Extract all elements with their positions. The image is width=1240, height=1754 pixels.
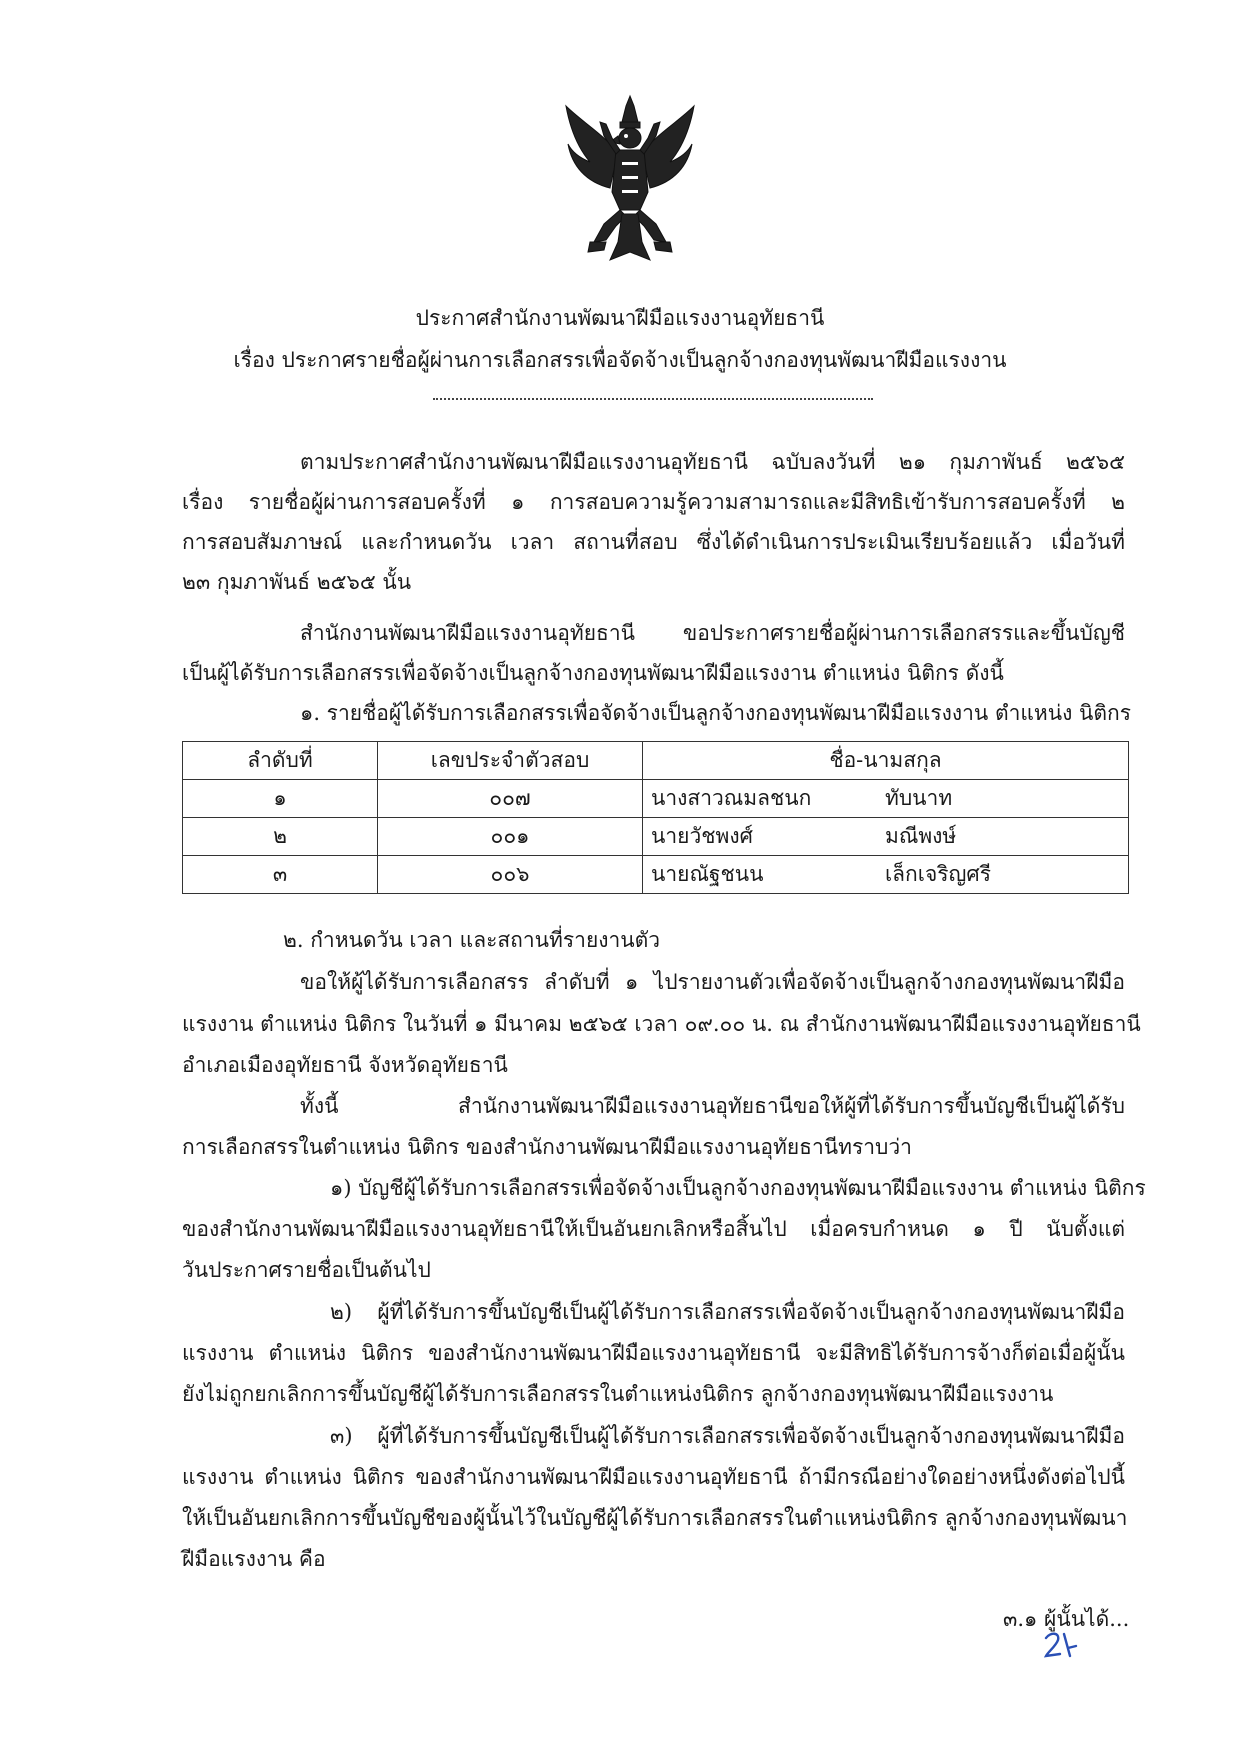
item1-line2: ของสำนักงานพัฒนาฝีมือแรงงานอุทัยธานีให้เป็นอันยกเลิกหรือสิ้นไป เมื่อครบกำหนด ๑ ปี นับตั้งแต่ bbox=[182, 1217, 1125, 1241]
header-fullname: ชื่อ-นามสกุล bbox=[643, 742, 1129, 780]
row-first-name: นายวัชพงศ์ bbox=[651, 824, 753, 848]
row-first-name: นางสาวณมลชนก bbox=[651, 786, 812, 810]
para1-line4: ๒๓ กุมภาพันธ์ ๒๕๖๕ นั้น bbox=[182, 570, 412, 594]
para4-line1: ทั้งนี้ สำนักงานพัฒนาฝีมือแรงงานอุทัยธานีขอให้ผู้ที่ได้รับการขึ้นบัญชีเป็นผู้ได้รับ bbox=[300, 1094, 1125, 1118]
header-exam-id: เลขประจำตัวสอบ bbox=[378, 742, 643, 780]
item3-line1: ๓) ผู้ที่ได้รับการขึ้นบัญชีเป็นผู้ได้รับการเลือกสรรเพื่อจัดจ้างเป็นลูกจ้างกองทุนพัฒนาฝีมือ bbox=[330, 1424, 1125, 1448]
para2-line1: สำนักงานพัฒนาฝีมือแรงงานอุทัยธานี ขอประกาศรายชื่อผู้ผ่านการเลือกสรรและขึ้นบัญชี bbox=[300, 621, 1125, 645]
announcement-subject: เรื่อง ประกาศรายชื่อผู้ผ่านการเลือกสรรเพื่อจัดจ้างเป็นลูกจ้างกองทุนพัฒนาฝีมือแรงงาน bbox=[233, 348, 1007, 372]
row-last-name: เล็กเจริญศรี bbox=[885, 862, 992, 886]
table-row bbox=[183, 856, 1129, 894]
para1-line1: ตามประกาศสำนักงานพัฒนาฝีมือแรงงานอุทัยธานี ฉบับลงวันที่ ๒๑ กุมภาพันธ์ ๒๕๖๕ bbox=[300, 450, 1125, 474]
para1-line2: เรื่อง รายชื่อผู้ผ่านการสอบครั้งที่ ๑ การสอบความรู้ความสามารถและมีสิทธิเข้ารับการสอบครั้งที่ ๒ bbox=[182, 490, 1125, 514]
table-header-row bbox=[183, 742, 1129, 780]
table-row bbox=[183, 780, 1129, 818]
para4-line2: การเลือกสรรในตำแหน่ง นิติกร ของสำนักงานพัฒนาฝีมือแรงงานอุทัยธานีทราบว่า bbox=[182, 1135, 912, 1159]
item3-line3: ให้เป็นอันยกเลิกการขึ้นบัญชีของผู้นั้นไว้ในบัญชีผู้ได้รับการเลือกสรรในตำแหน่งนิติกร ลูกจ้างกองทุนพัฒนา bbox=[182, 1506, 1128, 1530]
para3-line3: อำเภอเมืองอุทัยธานี จังหวัดอุทัยธานี bbox=[182, 1053, 508, 1077]
row-fullname bbox=[643, 780, 1129, 818]
table-row bbox=[183, 818, 1129, 856]
item3-line4: ฝีมือแรงงาน คือ bbox=[182, 1547, 326, 1571]
result-table bbox=[182, 741, 1129, 894]
row-fullname bbox=[643, 818, 1129, 856]
section1-heading: ๑. รายชื่อผู้ได้รับการเลือกสรรเพื่อจัดจ้างเป็นลูกจ้างกองทุนพัฒนาฝีมือแรงงาน ตำแหน่ง นิติกร bbox=[300, 701, 1132, 725]
para3-line1: ขอให้ผู้ได้รับการเลือกสรร ลำดับที่ ๑ ไปรายงานตัวเพื่อจัดจ้างเป็นลูกจ้างกองทุนพัฒนาฝีมือ bbox=[300, 970, 1125, 994]
dotted-divider bbox=[433, 398, 873, 400]
row-order: ๑ bbox=[183, 780, 378, 818]
row-exam-id: ๐๐๖ bbox=[378, 856, 643, 894]
item2-line2: แรงงาน ตำแหน่ง นิติกร ของสำนักงานพัฒนาฝีมือแรงงานอุทัยธานี จะมีสิทธิได้รับการจ้างก็ต่อเมื่อผู้นั้น bbox=[182, 1341, 1125, 1365]
row-last-name: ทับนาท bbox=[885, 786, 953, 810]
item1-line1: ๑) บัญชีผู้ได้รับการเลือกสรรเพื่อจัดจ้างเป็นลูกจ้างกองทุนพัฒนาฝีมือแรงงาน ตำแหน่ง นิติกร bbox=[330, 1176, 1146, 1200]
item1-line3: วันประกาศรายชื่อเป็นต้นไป bbox=[182, 1258, 431, 1282]
item2-line1: ๒) ผู้ที่ได้รับการขึ้นบัญชีเป็นผู้ได้รับการเลือกสรรเพื่อจัดจ้างเป็นลูกจ้างกองทุนพัฒนาฝีมือ bbox=[330, 1300, 1125, 1324]
header-order: ลำดับที่ bbox=[183, 742, 378, 780]
page-continuation: ๓.๑ ผู้นั้นได้... bbox=[1003, 1607, 1130, 1631]
para2-line2: เป็นผู้ได้รับการเลือกสรรเพื่อจัดจ้างเป็นลูกจ้างกองทุนพัฒนาฝีมือแรงงาน ตำแหน่ง นิติกร ดังนี้ bbox=[182, 661, 1004, 685]
row-order: ๒ bbox=[183, 818, 378, 856]
row-order: ๓ bbox=[183, 856, 378, 894]
item3-line2: แรงงาน ตำแหน่ง นิติกร ของสำนักงานพัฒนาฝีมือแรงงานอุทัยธานี ถ้ามีกรณีอย่างใดอย่างหนึ่งดังต่อไปนี้ bbox=[182, 1465, 1125, 1489]
row-first-name: นายณัฐชนน bbox=[651, 862, 764, 886]
para1-line3: การสอบสัมภาษณ์ และกำหนดวัน เวลา สถานที่สอบ ซึ่งได้ดำเนินการประเมินเรียบร้อยแล้ว เมื่อวันที่ bbox=[182, 530, 1125, 554]
handwritten-page-mark-icon bbox=[1040, 1630, 1080, 1660]
announcement-title: ประกาศสำนักงานพัฒนาฝีมือแรงงานอุทัยธานี bbox=[415, 306, 825, 330]
section2-heading: ๒. กำหนดวัน เวลา และสถานที่รายงานตัว bbox=[283, 928, 661, 952]
para3-line2: แรงงาน ตำแหน่ง นิติกร ในวันที่ ๑ มีนาคม ๒๕๖๕ เวลา ๐๙.๐๐ น. ณ สำนักงานพัฒนาฝีมือแรงงานอุทัยธานี bbox=[182, 1012, 1141, 1036]
garuda-emblem-icon bbox=[560, 92, 700, 268]
row-fullname bbox=[643, 856, 1129, 894]
row-exam-id: ๐๐๗ bbox=[378, 780, 643, 818]
row-last-name: มณีพงษ์ bbox=[885, 824, 957, 848]
item2-line3: ยังไม่ถูกยกเลิกการขึ้นบัญชีผู้ได้รับการเลือกสรรในตำแหน่งนิติกร ลูกจ้างกองทุนพัฒนาฝีมือแรงงาน bbox=[182, 1382, 1054, 1406]
row-exam-id: ๐๐๑ bbox=[378, 818, 643, 856]
